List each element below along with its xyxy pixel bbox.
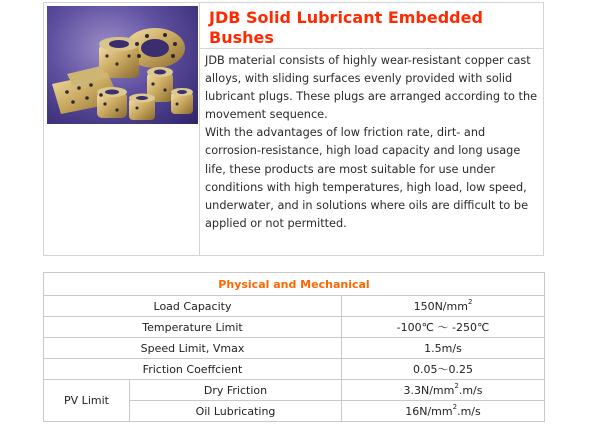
table-row xyxy=(44,317,545,338)
spec-label-speed-limit: Speed Limit, Vmax xyxy=(44,338,342,359)
spec-value-oil-lubricating: $16N/mm^2.m/s$ xyxy=(342,401,545,422)
spec-value-speed-limit: 1.5m/s xyxy=(342,338,545,359)
table-row xyxy=(44,380,545,401)
specs-heading: Physical and Mechanical xyxy=(44,273,545,296)
spec-value-dry-friction: $3.3N/mm^2.m/s$ xyxy=(342,380,545,401)
spec-value-temperature-limit: -100℃ ～ -250℃ xyxy=(342,317,545,338)
table-row xyxy=(44,296,545,317)
bushes-image xyxy=(47,6,198,124)
photo-divider xyxy=(199,3,200,255)
spec-value-friction-coefficient: 0.05～0.25 xyxy=(342,359,545,380)
spec-label-load-capacity: Load Capacity xyxy=(44,296,342,317)
specs-table xyxy=(43,272,545,422)
spec-label-temperature-limit: Temperature Limit xyxy=(44,317,342,338)
spec-label-oil-lubricating: Oil Lubricating xyxy=(130,401,342,422)
spec-value-load-capacity: $150N/mm^2$ xyxy=(342,296,545,317)
product-title: JDB Solid Lubricant Embedded Bushes xyxy=(209,8,483,47)
description-paragraph-2: With the advantages of low friction rate, dirt- and corrosion-resistance, high load capacity and long usage life, these products are most suitable for use under conditions with high temperatures, high load, low speed, underwater, and in solutions where oils are difficult to be applied or not permitted. xyxy=(205,126,529,230)
product-photo xyxy=(47,6,198,124)
title-divider xyxy=(200,48,543,49)
spec-label-friction-coefficient: Friction Coeffcient xyxy=(44,359,342,380)
table-row xyxy=(44,359,545,380)
table-row xyxy=(44,338,545,359)
description-paragraph-1: JDB material consists of highly wear-resistant copper cast alloys, with sliding surfaces evenly provided with solid lubricant plugs. These plugs are arranged according to the movement sequence. xyxy=(205,54,538,122)
product-panel xyxy=(43,2,544,256)
spec-label-pv-limit: PV Limit xyxy=(44,380,130,422)
spec-label-dry-friction: Dry Friction xyxy=(130,380,342,401)
product-description xyxy=(205,52,540,233)
specs-heading-row xyxy=(44,273,545,296)
